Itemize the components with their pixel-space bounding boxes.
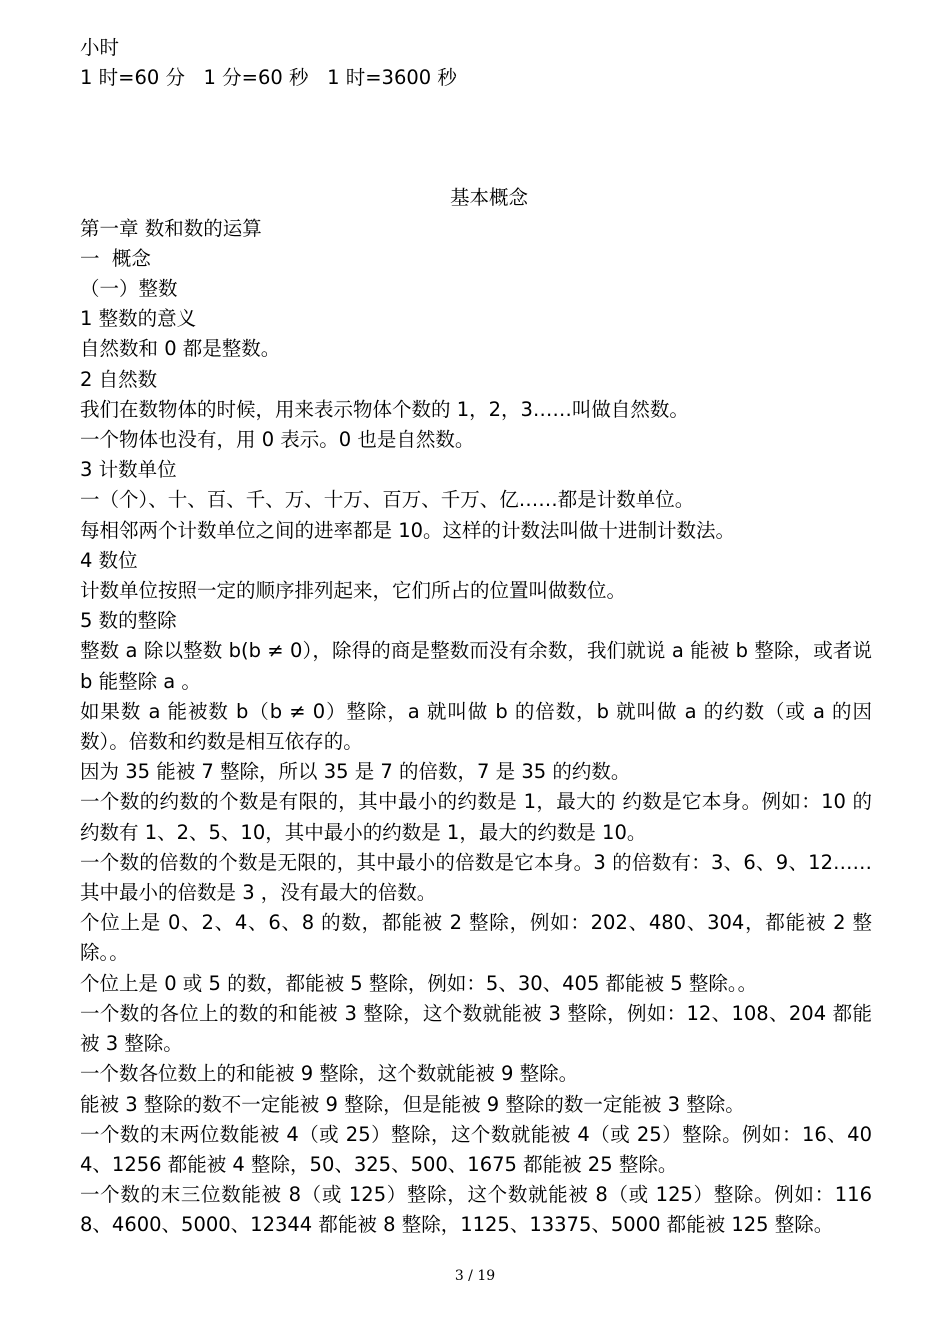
document-title: 基本概念 bbox=[449, 186, 528, 210]
paragraph: 如果数 a 能被数 b（b ≠ 0）整除，a 就叫做 b 的倍数，b 就叫做 a 的约数（或 a 的因数）。倍数和约数是相互依存的。 bbox=[80, 699, 872, 754]
section-heading: 3 计数单位 bbox=[80, 458, 177, 482]
paragraph: 一（个）、十、百、千、万、十万、百万、千万、亿……都是计数单位。 bbox=[80, 488, 695, 512]
paragraph: 每相邻两个计数单位之间的进率都是 10。这样的计数法叫做十进制计数法。 bbox=[80, 518, 736, 542]
section-heading: 2 自然数 bbox=[80, 367, 158, 391]
section-heading: 1 整数的意义 bbox=[80, 307, 197, 331]
paragraph: 我们在数物体的时候，用来表示物体个数的 1，2，3……叫做自然数。 bbox=[80, 397, 689, 421]
page-number: 3 / 19 bbox=[454, 1268, 496, 1284]
unit-heading: 小时 bbox=[80, 36, 120, 59]
paragraph: 一个物体也没有，用 0 表示。0 也是自然数。 bbox=[80, 428, 475, 452]
paragraph: 一个数的各位上的数的和能被 3 整除，这个数就能被 3 整除，例如：12、108、204 都能被 3 整除。 bbox=[80, 1001, 872, 1056]
page-content bbox=[80, 33, 872, 1241]
paragraph: 计数单位按照一定的顺序排列起来，它们所占的位置叫做数位。 bbox=[80, 579, 627, 603]
paragraph: 一个数的末两位数能被 4（或 25）整除，这个数就能被 4（或 25）整除。例如：16、404、1256 都能被 4 整除，50、325、500、1675 都能被 25 整除。 bbox=[80, 1122, 873, 1176]
paragraph: 自然数和 0 都是整数。 bbox=[80, 337, 281, 361]
chapter-heading: 第一章 数和数的运算 bbox=[80, 216, 262, 240]
paragraph: 一个数各位数上的和能被 9 整除，这个数就能被 9 整除。 bbox=[80, 1062, 579, 1086]
paragraph: 一个数的倍数的个数是无限的，其中最小的倍数是它本身。3 的倍数有：3、6、9、12……其中最小的倍数是 3 ，没有最大的倍数。 bbox=[80, 850, 872, 905]
spacer bbox=[80, 93, 872, 183]
paragraph: 个位上是 0、2、4、6、8 的数，都能被 2 整除，例如：202、480、304，都能被 2 整除。。 bbox=[80, 911, 872, 965]
paragraph: 整数 a 除以整数 b(b ≠ 0），除得的商是整数而没有余数，我们就说 a 能被 b 整除，或者说 b 能整除 a 。 bbox=[80, 639, 872, 693]
paragraph: 一个数的约数的个数是有限的，其中最小的约数是 1，最大的 约数是它本身。例如：10 的约数有 1、2、5、10，其中最小的约数是 1，最大的约数是 10。 bbox=[80, 790, 872, 844]
time-conversion-line: 1 时=60 分 1 分=60 秒 1 时=3600 秒 bbox=[80, 66, 457, 90]
paragraph: 因为 35 能被 7 整除，所以 35 是 7 的倍数，7 是 35 的约数。 bbox=[80, 760, 631, 784]
section-heading: 5 数的整除 bbox=[80, 609, 177, 633]
subsection-heading: （一）整数 bbox=[80, 277, 178, 301]
paragraph: 一个数的末三位数能被 8（或 125）整除，这个数就能被 8（或 125）整除。例如：1168、4600、5000、12344 都能被 8 整除，1125、13375、5000 都能被 125 整除。 bbox=[80, 1183, 872, 1237]
paragraph: 能被 3 整除的数不一定能被 9 整除，但是能被 9 整除的数一定能被 3 整除。 bbox=[80, 1092, 745, 1116]
part-heading: 一 概念 bbox=[80, 246, 151, 270]
section-heading: 4 数位 bbox=[80, 548, 138, 572]
paragraph: 个位上是 0 或 5 的数，都能被 5 整除，例如：5、30、405 都能被 5 整除。。 bbox=[80, 971, 758, 995]
